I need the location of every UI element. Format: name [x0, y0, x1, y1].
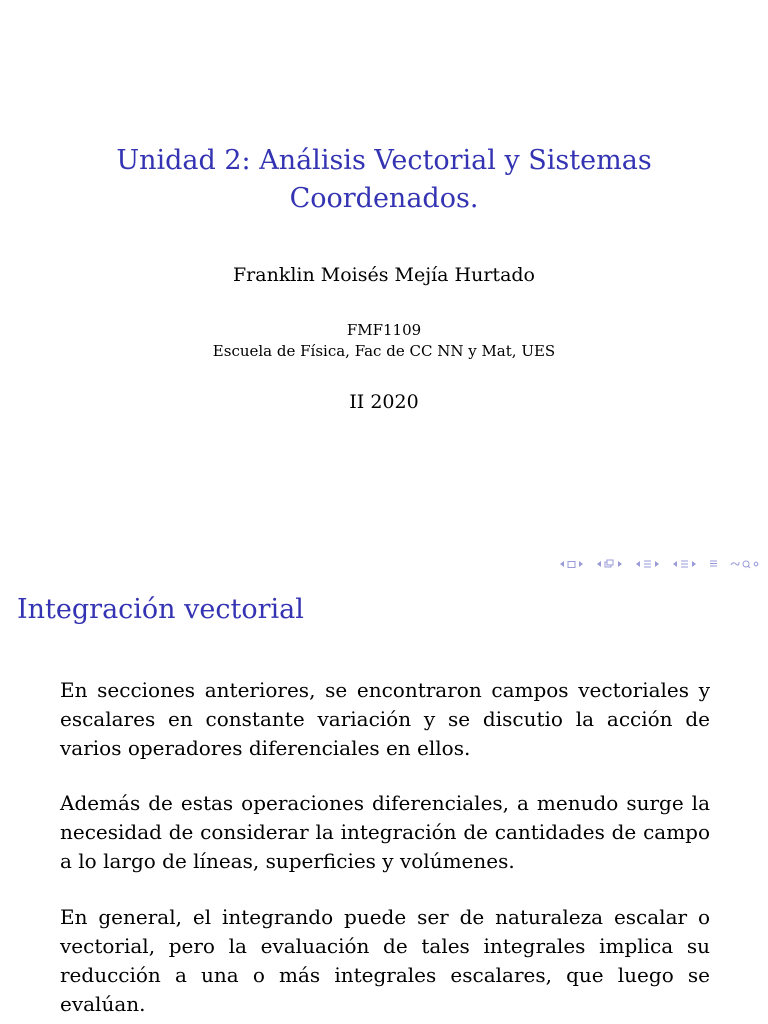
- date: II 2020: [349, 391, 419, 413]
- prev-section-icon[interactable]: [635, 560, 641, 568]
- prev-subsection-icon[interactable]: [596, 560, 602, 568]
- author-name: Franklin Moisés Mejía Hurtado: [232, 264, 535, 286]
- paragraph-1: En secciones anteriores, se encontraron campos vectoriales y escalares en constante variación y se discutio la acción de varios operadores diferenciales en ellos.: [60, 678, 710, 760]
- subsection-nav-group: [596, 559, 623, 569]
- title-line-1: Unidad 2: Análisis Vectorial y Sistemas: [116, 145, 652, 176]
- next-section-icon[interactable]: [654, 560, 660, 568]
- first-frame-icon[interactable]: [559, 560, 565, 568]
- subsection-icon[interactable]: [604, 559, 615, 569]
- institution: Escuela de Física, Fac de CC NN y Mat, UES: [212, 342, 556, 360]
- prev-part-icon[interactable]: [672, 560, 678, 568]
- frame-icon[interactable]: [567, 560, 576, 569]
- part-icon[interactable]: [680, 559, 689, 569]
- title-line-2: Coordenados.: [289, 183, 479, 214]
- document-nav-group: [709, 559, 718, 569]
- search-nav-group: [730, 559, 760, 569]
- beamer-navigation-bar: [549, 554, 760, 574]
- paragraph-2: Además de estas operaciones diferenciales, a menudo surge la necesidad de considerar la integración de cantidades de campo a lo largo de líneas, superficies y volúmenes.: [60, 791, 710, 873]
- paragraph-3: En general, el integrando puede ser de naturaleza escalar o vectorial, pero la evaluación de tales integrales implica su reducción a una o más integrales escalares, que luego se evalúan.: [60, 905, 710, 1016]
- frame-nav-group: [559, 560, 584, 569]
- next-subsection-icon[interactable]: [617, 560, 623, 568]
- course-code: FMF1109: [346, 321, 422, 339]
- section-icon[interactable]: [643, 559, 652, 569]
- content-slide: [0, 576, 768, 1024]
- search-icon[interactable]: [730, 559, 760, 569]
- section-nav-group: [635, 559, 660, 569]
- document-icon[interactable]: [709, 559, 718, 569]
- next-frame-icon[interactable]: [578, 560, 584, 568]
- frame-title: Integración vectorial: [17, 594, 304, 625]
- next-part-icon[interactable]: [691, 560, 697, 568]
- part-nav-group: [672, 559, 697, 569]
- presentation-title: [0, 142, 768, 218]
